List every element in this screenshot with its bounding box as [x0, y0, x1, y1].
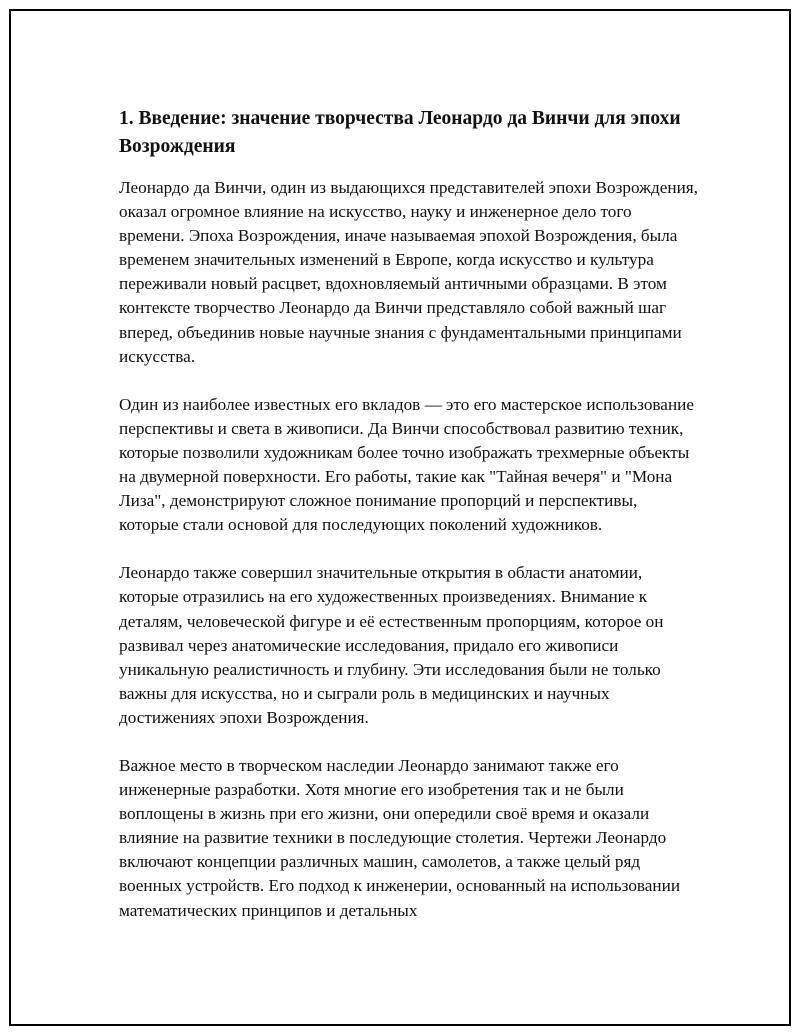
document-body — [119, 105, 699, 923]
paragraph-1: Леонардо да Винчи, один из выдающихся представителей эпохи Возрождения, оказал огромное влияние на искусство, науку и инженерное дело того времени. Эпоха Возрождения, иначе называемая эпохой Возрождения, была временем значительных изменений в Европе, когда искусство и культура переживали новый расцвет, вдохновляемый античными образцами. В этом контексте творчество Леонардо да Винчи представляло собой важный шаг вперед, объединив новые научные знания с фундаментальными принципами искусства. — [119, 178, 698, 366]
paragraph-3: Леонардо также совершил значительные открытия в области анатомии, которые отразились на его художественных произведениях. Внимание к деталям, человеческой фигуре и её естественным пропорциям, которое он развивал через анатомические исследования, придало его живописи уникальную реалистичность и глубину. Эти исследования были не только важны для искусства, но и сыграли роль в медицинских и научных достижениях эпохи Возрождения. — [119, 563, 664, 727]
section-heading: 1. Введение: значение творчества Леонардо да Винчи для эпохи Возрождения — [119, 108, 681, 157]
page-frame — [9, 9, 791, 1026]
paragraph-2: Один из наиболее известных его вкладов — это его мастерское использование перспективы и света в живописи. Да Винчи способствовал развитию техник, которые позволили художникам более точно изображать трехмерные объекты на двумерной поверхности. Его работы, такие как "Тайная вечеря" и "Мона Лиза", демонстрируют сложное понимание пропорций и перспективы, которые стали основой для последующих поколений художников. — [119, 394, 694, 535]
paragraph-4: Важное место в творческом наследии Леонардо занимают также его инженерные разработки. Хотя многие его изобретения так и не были воплощены в жизнь при его жизни, они опередили своё время и оказали влияние на развитие техники в последующие столетия. Чертежи Леонардо включают концепции различных машин, самолетов, а также целый ряд военных устройств. Его подход к инженерии, основанный на использовании математических принципов и детальных — [119, 755, 681, 920]
